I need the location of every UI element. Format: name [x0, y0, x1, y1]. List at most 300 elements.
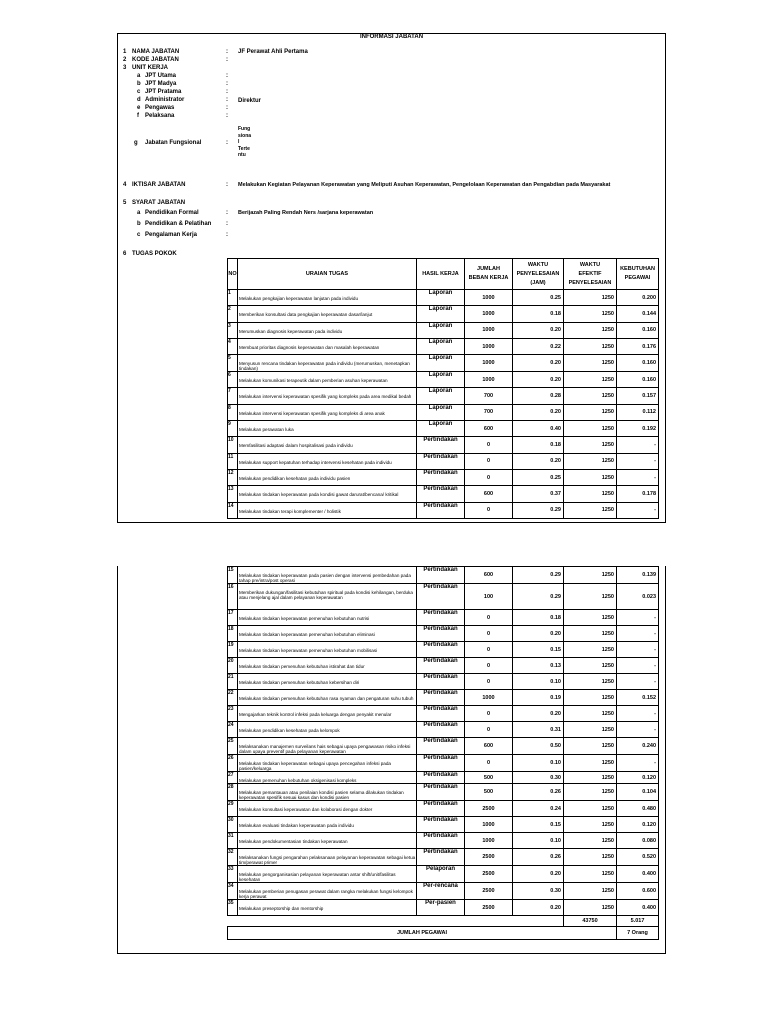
task-waktu: 0.24	[513, 801, 564, 817]
info-no: 1	[123, 49, 127, 55]
task-desc	[238, 849, 417, 866]
table-row	[228, 849, 659, 866]
task-no: 26	[228, 755, 238, 772]
task-jumlah: 2500	[465, 883, 513, 900]
task-desc	[238, 784, 417, 801]
task-jumlah: 0	[465, 755, 513, 772]
task-hasil: Pertindakan	[417, 486, 465, 502]
syarat-label: Pendidikan & Pelatihan	[145, 221, 212, 227]
jf-value-line: l	[238, 139, 240, 145]
table-row	[228, 421, 659, 437]
task-waktu: 0.10	[513, 674, 564, 690]
jumlah-pegawai-row	[228, 927, 659, 940]
task-waktu: 0.50	[513, 738, 564, 755]
task-no: 20	[228, 658, 238, 674]
task-jumlah: 0	[465, 642, 513, 658]
unit-sep: :	[226, 89, 228, 95]
task-desc	[238, 306, 417, 322]
task-hasil: Laporan	[417, 404, 465, 420]
task-desc	[238, 338, 417, 354]
table-row	[228, 567, 659, 584]
task-jumlah: 1000	[465, 338, 513, 354]
table-row	[228, 469, 659, 485]
task-desc-text: Melakukan pengkajian keperawatan lanjutan pada individu	[239, 296, 359, 301]
task-kebutuhan: -	[617, 469, 659, 485]
task-efektif: 1250	[564, 372, 617, 388]
task-kebutuhan: 0.104	[617, 784, 659, 801]
table-row	[228, 626, 659, 642]
task-kebutuhan: -	[617, 722, 659, 738]
task-kebutuhan: 0.144	[617, 306, 659, 322]
ikhtisar-label: IKTISAR JABATAN	[132, 182, 186, 188]
task-kebutuhan: 0.192	[617, 421, 659, 437]
task-kebutuhan: 0.176	[617, 338, 659, 354]
unit-label: JPT Madya	[145, 81, 177, 87]
task-efektif: 1250	[564, 722, 617, 738]
task-desc	[238, 642, 417, 658]
table-row	[228, 690, 659, 706]
task-efektif: 1250	[564, 355, 617, 372]
task-waktu: 0.31	[513, 722, 564, 738]
unit-sep: :	[226, 105, 228, 111]
table-row	[228, 610, 659, 626]
jumlah-pegawai-value: 7 Orang	[617, 927, 659, 940]
task-hasil: Laporan	[417, 306, 465, 322]
unit-sep: :	[226, 113, 228, 119]
task-jumlah: 100	[465, 584, 513, 610]
task-efektif: 1250	[564, 338, 617, 354]
task-desc	[238, 817, 417, 833]
task-desc-text: Melakukan pendidikan kesehatan pada individu pasien	[239, 475, 351, 481]
task-desc-text: Melakukan evaluasi tindakan keperawatan pada individu	[239, 823, 354, 828]
task-jumlah: 0	[465, 658, 513, 674]
task-jumlah: 0	[465, 453, 513, 469]
task-jumlah: 0	[465, 610, 513, 626]
task-efektif: 1250	[564, 437, 617, 453]
task-hasil: Pertindakan	[417, 437, 465, 453]
task-jumlah: 0	[465, 626, 513, 642]
task-efektif: 1250	[564, 784, 617, 801]
task-hasil: Pertindakan	[417, 626, 465, 642]
task-jumlah: 700	[465, 388, 513, 404]
task-jumlah: 700	[465, 404, 513, 420]
task-no: 30	[228, 817, 238, 833]
task-waktu: 0.20	[513, 372, 564, 388]
task-waktu: 0.18	[513, 610, 564, 626]
task-efektif: 1250	[564, 849, 617, 866]
task-hasil: Laporan	[417, 372, 465, 388]
task-hasil: Pertindakan	[417, 738, 465, 755]
header-line: EFEKTIF	[578, 270, 602, 277]
task-efektif: 1250	[564, 486, 617, 502]
task-waktu: 0.40	[513, 421, 564, 437]
task-desc-text: Melakukan pendidikan kesehatan pada kelompok	[239, 728, 340, 733]
syarat-value: Berijazah Paling Rendah Ners /sarjana keperawatan	[238, 210, 374, 216]
task-hasil: Pertindakan	[417, 674, 465, 690]
unit-sep: :	[226, 73, 228, 79]
task-waktu: 0.29	[513, 502, 564, 518]
unit-label: Pengawas	[145, 105, 175, 111]
header-line: WAKTU	[527, 261, 549, 268]
header-line: PEGAWAI	[624, 275, 651, 281]
task-hasil: Laporan	[417, 338, 465, 354]
task-kebutuhan: 0.400	[617, 900, 659, 916]
totals-blank	[513, 916, 564, 927]
task-efektif: 1250	[564, 738, 617, 755]
task-no: 12	[228, 469, 238, 485]
task-no: 29	[228, 801, 238, 817]
task-kebutuhan: 0.120	[617, 772, 659, 784]
task-desc	[238, 610, 417, 626]
task-kebutuhan: 0.080	[617, 833, 659, 849]
task-kebutuhan: 0.160	[617, 322, 659, 338]
task-desc-text: Melakukan tindakan pemenuhan kebutuhan istirahat dan tidur	[239, 664, 365, 669]
table-row	[228, 404, 659, 420]
table-row	[228, 453, 659, 469]
info-no: 3	[123, 65, 127, 71]
task-efektif: 1250	[564, 817, 617, 833]
totals-efektif: 43750	[564, 916, 617, 927]
task-desc-text: Melakukan intervensi keperawatan spesifik yang kompleks pada area medikal bedah	[239, 394, 412, 400]
task-desc	[238, 421, 417, 437]
task-kebutuhan: 0.480	[617, 801, 659, 817]
task-kebutuhan: 0.139	[617, 567, 659, 584]
task-kebutuhan: 0.520	[617, 849, 659, 866]
unit-value: Direktur	[238, 98, 262, 104]
header-waktu-efektif	[564, 259, 617, 290]
syarat-sep: :	[226, 210, 228, 216]
task-efektif: 1250	[564, 801, 617, 817]
task-efektif: 1250	[564, 322, 617, 338]
task-kebutuhan: 0.160	[617, 372, 659, 388]
task-desc	[238, 469, 417, 485]
header-jumlah	[465, 259, 513, 290]
task-no: 5	[228, 355, 238, 372]
unit-letter: c	[137, 89, 141, 95]
unit-letter: f	[137, 113, 139, 119]
table-row	[228, 784, 659, 801]
task-efektif: 1250	[564, 584, 617, 610]
task-efektif: 1250	[564, 502, 617, 518]
task-efektif: 1250	[564, 900, 617, 916]
task-no: 22	[228, 690, 238, 706]
task-no: 34	[228, 883, 238, 900]
task-efektif: 1250	[564, 866, 617, 883]
task-kebutuhan: -	[617, 437, 659, 453]
task-no: 9	[228, 421, 238, 437]
info-sep: :	[226, 49, 228, 55]
task-desc-text: Melakukan pemenuhan kebutuhan oksigenisasi kompleks	[239, 778, 357, 783]
task-hasil: Pertindakan	[417, 584, 465, 610]
task-desc-text: Melakukan tindakan keperawatan pemenuhan kebutuhan eliminasi	[239, 632, 375, 637]
task-desc	[238, 388, 417, 404]
task-waktu: 0.20	[513, 355, 564, 372]
task-no: 15	[228, 567, 238, 584]
task-desc	[238, 626, 417, 642]
task-desc-text: Melakukan tindakan terapi komplementer / holistik	[239, 508, 341, 514]
header-uraian: URAIAN TUGAS	[238, 259, 417, 290]
task-jumlah: 600	[465, 567, 513, 584]
syarat-no: 5	[123, 200, 127, 206]
task-kebutuhan: 0.112	[617, 404, 659, 420]
task-kebutuhan: -	[617, 755, 659, 772]
table-row	[228, 372, 659, 388]
syarat-sep: :	[226, 221, 228, 227]
task-jumlah: 1000	[465, 690, 513, 706]
task-jumlah: 0	[465, 502, 513, 518]
task-jumlah: 0	[465, 437, 513, 453]
task-no: 35	[228, 900, 238, 916]
task-hasil: Laporan	[417, 355, 465, 372]
table-header-row	[228, 259, 659, 290]
task-desc	[238, 322, 417, 338]
ikhtisar-no: 4	[123, 182, 127, 188]
task-desc	[238, 437, 417, 453]
jf-label: Jabatan Fungsional	[145, 140, 202, 146]
task-kebutuhan: 0.200	[617, 290, 659, 306]
task-kebutuhan: -	[617, 502, 659, 518]
syarat-letter: b	[137, 221, 141, 227]
header-kebutuhan	[617, 259, 659, 290]
task-desc-text: Menyusun rencana tindakan keperawatan pada individu (merumuskan, menetapkan tindakan)	[239, 361, 410, 372]
task-no: 3	[228, 322, 238, 338]
task-waktu: 0.25	[513, 290, 564, 306]
syarat-label: SYARAT JABATAN	[132, 200, 186, 206]
task-hasil: Pertindakan	[417, 690, 465, 706]
task-waktu: 0.20	[513, 322, 564, 338]
ikhtisar-sep: :	[226, 182, 228, 188]
task-jumlah: 0	[465, 706, 513, 722]
header-waktu-penyelesaian	[513, 259, 564, 290]
unit-letter: d	[137, 97, 141, 103]
task-hasil: Laporan	[417, 388, 465, 404]
header-line: BEBAN KERJA	[468, 275, 509, 281]
totals-blank	[238, 916, 417, 927]
header-hasil: HASIL KERJA	[417, 259, 465, 290]
task-desc-text: Melakukan tindakan pemenuhan kebutuhan rasa nyaman dan pengaturan suhu tubuh	[239, 696, 414, 701]
task-waktu: 0.20	[513, 453, 564, 469]
task-efektif: 1250	[564, 690, 617, 706]
task-waktu: 0.22	[513, 338, 564, 354]
task-hasil: Pertindakan	[417, 849, 465, 866]
task-desc	[238, 900, 417, 916]
task-desc-text: Melakukan pemberian penugasan perawat dalam rangka melakukan fungsi kelompok kerja perawat	[239, 889, 413, 899]
task-hasil: Pertindakan	[417, 610, 465, 626]
task-kebutuhan: 0.178	[617, 486, 659, 502]
task-efektif: 1250	[564, 306, 617, 322]
task-no: 25	[228, 738, 238, 755]
task-hasil: Laporan	[417, 421, 465, 437]
tugas-label: TUGAS POKOK	[132, 251, 177, 257]
table-row	[228, 801, 659, 817]
task-efektif: 1250	[564, 833, 617, 849]
task-hasil: Pertindakan	[417, 469, 465, 485]
header-line: KEBUTUHAN	[620, 266, 655, 272]
task-desc	[238, 883, 417, 900]
task-no: 27	[228, 772, 238, 784]
totals-row	[228, 916, 659, 927]
table-row	[228, 306, 659, 322]
task-waktu: 0.37	[513, 486, 564, 502]
task-no: 1	[228, 290, 238, 306]
task-kebutuhan: 0.152	[617, 690, 659, 706]
task-efektif: 1250	[564, 658, 617, 674]
header-line: (JAM)	[530, 279, 546, 286]
task-waktu: 0.19	[513, 690, 564, 706]
task-waktu: 0.20	[513, 900, 564, 916]
task-no: 23	[228, 706, 238, 722]
task-no: 4	[228, 338, 238, 354]
task-desc	[238, 372, 417, 388]
task-no: 8	[228, 404, 238, 420]
unit-sep: :	[226, 81, 228, 87]
task-hasil: Pertindakan	[417, 784, 465, 801]
table-row	[228, 772, 659, 784]
task-no: 7	[228, 388, 238, 404]
task-waktu: 0.30	[513, 772, 564, 784]
totals-blank	[228, 916, 238, 927]
info-no: 2	[123, 57, 127, 63]
table-row	[228, 642, 659, 658]
task-jumlah: 1000	[465, 306, 513, 322]
info-value: JF Perawat Ahli Pertama	[238, 49, 308, 55]
task-desc	[238, 690, 417, 706]
syarat-sep: :	[226, 232, 228, 238]
task-waktu: 0.30	[513, 883, 564, 900]
task-desc-text: Membuat prioritas diagnosis keperawatan dan masalah keperawatan	[239, 344, 380, 350]
task-desc-text: Melaksanakan fungsi pengarahan pelaksanaan pelayanan keperawatan sebagai ketua tim/perawat primer	[239, 855, 416, 865]
task-desc-text: Melaksanakan manajemen surveilans hais sebagai upaya pengawasan risiko infeksi dalam upaya preventif pada pelayanan keperawatan	[239, 744, 411, 754]
task-efektif: 1250	[564, 388, 617, 404]
task-desc-text: Melakukan tindakan keperawatan pemenuhan kebutuhan mobilisasi	[239, 648, 378, 653]
task-hasil: Pertindakan	[417, 642, 465, 658]
tugas-table-part-1	[227, 258, 659, 519]
page-title: INFORMASI JABATAN	[359, 34, 424, 40]
task-hasil: Per-rencana	[417, 883, 465, 900]
task-desc	[238, 722, 417, 738]
task-desc	[238, 738, 417, 755]
table-row	[228, 722, 659, 738]
task-waktu: 0.25	[513, 469, 564, 485]
task-no: 17	[228, 610, 238, 626]
table-row	[228, 338, 659, 354]
info-label: KODE JABATAN	[132, 57, 179, 63]
task-efektif: 1250	[564, 706, 617, 722]
task-jumlah: 1000	[465, 817, 513, 833]
task-hasil: Laporan	[417, 290, 465, 306]
task-no: 32	[228, 849, 238, 866]
header-line: JUMLAH	[477, 266, 500, 272]
task-kebutuhan: 0.157	[617, 388, 659, 404]
task-jumlah: 1000	[465, 322, 513, 338]
task-waktu: 0.10	[513, 833, 564, 849]
task-kebutuhan: -	[617, 642, 659, 658]
task-desc-text: Mengajarkan teknik kontrol infeksi pada keluarga dengan penyakit menular	[239, 712, 392, 717]
task-no: 11	[228, 453, 238, 469]
task-jumlah: 1000	[465, 833, 513, 849]
task-kebutuhan: 0.240	[617, 738, 659, 755]
task-waktu: 0.26	[513, 849, 564, 866]
task-kebutuhan: -	[617, 453, 659, 469]
unit-label: Administrator	[145, 97, 185, 103]
tugas-no: 6	[123, 251, 127, 257]
task-kebutuhan: 0.023	[617, 584, 659, 610]
task-desc-text: Melakukan pemantauan atau penilaian kondisi pasien selama dilakukan tindakan keperawatan spesifik sesuai kasus dan kondisi pasien	[239, 790, 404, 800]
syarat-label: Pendidikan Formal	[145, 210, 199, 216]
table-row	[228, 290, 659, 306]
task-jumlah: 2500	[465, 801, 513, 817]
task-hasil: Pertindakan	[417, 801, 465, 817]
task-kebutuhan: 0.120	[617, 817, 659, 833]
task-desc	[238, 772, 417, 784]
task-desc-text: Melakukan konsultasi keperawatan dan kolaborasi dengan dokter	[239, 807, 373, 812]
task-jumlah: 1000	[465, 290, 513, 306]
task-hasil: Pertindakan	[417, 722, 465, 738]
jf-value-line: Terte	[238, 145, 250, 152]
table-row	[228, 584, 659, 610]
task-hasil: Laporan	[417, 322, 465, 338]
table-row	[228, 755, 659, 772]
task-kebutuhan: -	[617, 658, 659, 674]
task-desc-text: Melakukan komunikasi terapeutik dalam pemberian asuhan keperawatan	[239, 378, 388, 384]
task-waktu: 0.18	[513, 437, 564, 453]
task-desc-text: Melakukan support kepatuhan terhadap intervensi kesehatan pada individu	[239, 459, 392, 465]
task-hasil: Pertindakan	[417, 833, 465, 849]
task-desc-text: Melakukan tindakan keperawatan pada kondisi gawat darurat/bencana/ kritikal	[239, 492, 399, 498]
table-row	[228, 866, 659, 883]
ikhtisar-value: Melakukan Kegiatan Pelayanan Keperawatan yang Meliputi Asuhan Keperawatan, Pengelolaan Keperawatan dan Pengabdian pada Masyarakat	[238, 182, 611, 188]
task-waktu: 0.20	[513, 404, 564, 420]
task-waktu: 0.15	[513, 817, 564, 833]
task-jumlah: 1000	[465, 372, 513, 388]
table-row	[228, 355, 659, 372]
task-efektif: 1250	[564, 610, 617, 626]
task-jumlah: 600	[465, 421, 513, 437]
task-efektif: 1250	[564, 755, 617, 772]
task-desc	[238, 486, 417, 502]
task-waktu: 0.20	[513, 706, 564, 722]
syarat-letter: a	[137, 210, 141, 216]
header-no: NO	[228, 259, 238, 290]
task-waktu: 0.29	[513, 567, 564, 584]
task-no: 19	[228, 642, 238, 658]
task-desc	[238, 674, 417, 690]
task-desc	[238, 567, 417, 584]
task-kebutuhan: -	[617, 706, 659, 722]
tugas-table-part-2	[227, 566, 659, 940]
task-waktu: 0.28	[513, 388, 564, 404]
header-line: PENYELESAIAN	[516, 270, 560, 277]
table-row	[228, 486, 659, 502]
task-jumlah: 1000	[465, 355, 513, 372]
task-kebutuhan: 0.160	[617, 355, 659, 372]
task-efektif: 1250	[564, 883, 617, 900]
jumlah-pegawai-label: JUMLAH PEGAWAI	[228, 927, 617, 940]
task-hasil: Pertindakan	[417, 706, 465, 722]
task-efektif: 1250	[564, 421, 617, 437]
table-row	[228, 322, 659, 338]
unit-sep: :	[226, 97, 228, 103]
task-no: 16	[228, 584, 238, 610]
jf-value-line: ntu	[238, 152, 246, 158]
totals-kebutuhan: 5.017	[617, 916, 659, 927]
task-waktu: 0.15	[513, 642, 564, 658]
header-line: WAKTU	[579, 261, 601, 268]
task-desc	[238, 755, 417, 772]
task-no: 33	[228, 866, 238, 883]
info-sep: :	[226, 57, 228, 63]
syarat-label: Pengalaman Kerja	[145, 232, 198, 238]
